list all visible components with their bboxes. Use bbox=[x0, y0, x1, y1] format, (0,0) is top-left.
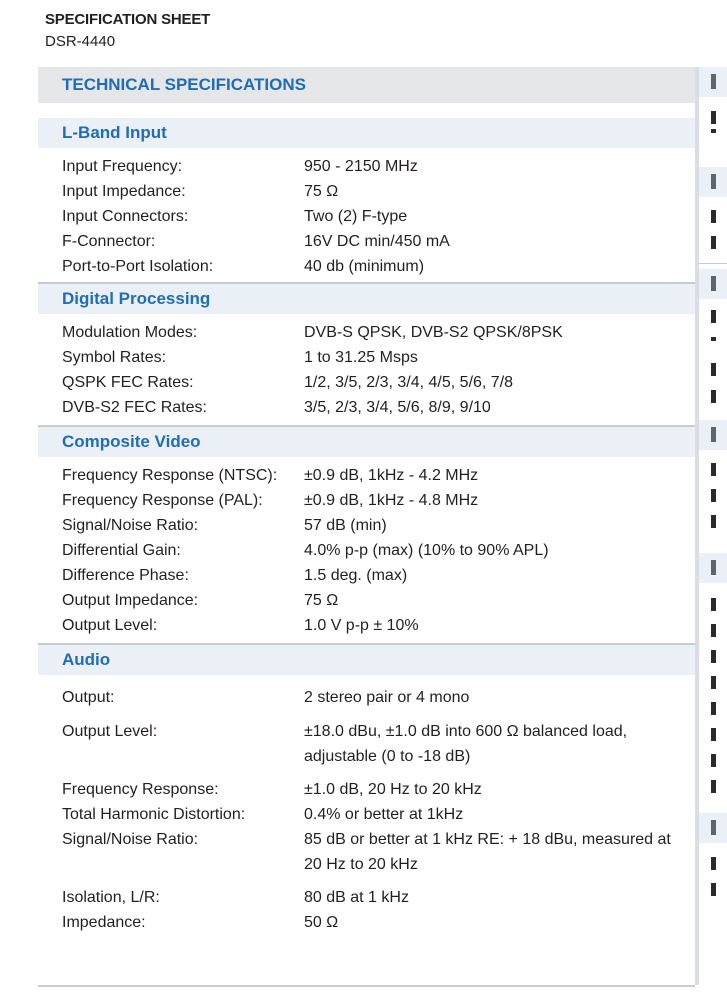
cropped-text-fragment bbox=[711, 74, 716, 89]
spec-value: ±18.0 dBu, ±1.0 dB into 600 Ω balanced load, adjustable (0 to -18 dB) bbox=[304, 723, 628, 765]
spec-row bbox=[38, 395, 695, 420]
spec-row bbox=[38, 513, 695, 538]
section-composite-video bbox=[38, 427, 695, 643]
spec-value: 16V DC min/450 mA bbox=[304, 233, 450, 250]
cropped-text-fragment bbox=[711, 883, 716, 896]
section-audio bbox=[38, 645, 695, 935]
spec-value: 0.4% or better at 1kHz bbox=[304, 806, 464, 823]
cropped-section-header bbox=[699, 553, 727, 583]
spec-label: Port-to-Port Isolation: bbox=[62, 258, 214, 275]
spec-label: Frequency Response (NTSC): bbox=[62, 467, 278, 484]
spec-row bbox=[38, 613, 695, 638]
spec-row bbox=[38, 345, 695, 370]
spec-value: 80 dB at 1 kHz bbox=[304, 889, 409, 906]
cropped-text-fragment bbox=[711, 754, 716, 767]
spec-row bbox=[38, 885, 695, 910]
spec-label: Signal/Noise Ratio: bbox=[62, 831, 199, 848]
spec-row bbox=[38, 463, 695, 488]
spec-value: 50 Ω bbox=[304, 914, 339, 931]
section-header-audio: Audio bbox=[38, 645, 695, 675]
cropped-text-fragment bbox=[711, 676, 716, 689]
technical-specifications-banner: TECHNICAL SPECIFICATIONS bbox=[38, 67, 695, 103]
spec-row bbox=[38, 229, 695, 254]
spec-label: Input Impedance: bbox=[62, 183, 186, 200]
spec-value: 950 - 2150 MHz bbox=[304, 158, 418, 175]
spec-value: 2 stereo pair or 4 mono bbox=[304, 689, 470, 706]
technical-specifications-panel bbox=[38, 67, 695, 987]
cropped-section-header bbox=[699, 67, 727, 97]
cropped-section-header bbox=[699, 269, 727, 299]
cropped-text-fragment bbox=[711, 174, 716, 189]
cropped-text-fragment bbox=[711, 728, 716, 741]
cropped-text-fragment bbox=[711, 515, 716, 528]
spec-row bbox=[38, 320, 695, 345]
spec-row bbox=[38, 488, 695, 513]
cropped-text-fragment bbox=[711, 702, 716, 715]
spec-label: Output Level: bbox=[62, 617, 158, 634]
section-digital-processing bbox=[38, 284, 695, 425]
model-number: DSR-4440 bbox=[45, 33, 116, 50]
spec-value: 1 to 31.25 Msps bbox=[304, 349, 418, 366]
cropped-text-fragment bbox=[711, 236, 716, 249]
spec-value: 75 Ω bbox=[304, 183, 339, 200]
spec-value: 4.0% p-p (max) (10% to 90% APL) bbox=[304, 542, 549, 559]
spec-value: Two (2) F-type bbox=[304, 208, 408, 225]
spec-row bbox=[38, 370, 695, 395]
cropped-text-fragment bbox=[711, 210, 716, 223]
spec-label: Frequency Response: bbox=[62, 781, 219, 798]
spec-row bbox=[38, 719, 695, 769]
spec-row bbox=[38, 179, 695, 204]
spec-label: Modulation Modes: bbox=[62, 324, 198, 341]
cropped-text-fragment bbox=[711, 363, 716, 376]
section-l-band-input bbox=[38, 118, 695, 282]
spec-value: ±0.9 dB, 1kHz - 4.2 MHz bbox=[304, 467, 479, 484]
spec-value: 85 dB or better at 1 kHz RE: + 18 dBu, measured at 20 Hz to 20 kHz bbox=[304, 831, 671, 873]
spec-label: F-Connector: bbox=[62, 233, 156, 250]
spec-row bbox=[38, 204, 695, 229]
cropped-text-fragment bbox=[711, 463, 716, 476]
section-header-l-band-input: L-Band Input bbox=[38, 118, 695, 148]
cropped-text-fragment bbox=[711, 820, 716, 835]
spec-value: 57 dB (min) bbox=[304, 517, 387, 534]
cropped-text-fragment bbox=[711, 276, 716, 291]
spec-label: Difference Phase: bbox=[62, 567, 189, 584]
cropped-text-fragment bbox=[711, 780, 716, 793]
cropped-text-fragment bbox=[711, 427, 716, 442]
spec-label: Input Connectors: bbox=[62, 208, 189, 225]
cropped-text-fragment bbox=[711, 129, 716, 133]
cropped-text-fragment bbox=[711, 310, 716, 323]
spec-row bbox=[38, 685, 695, 710]
spec-row bbox=[38, 910, 695, 935]
document-header bbox=[45, 10, 210, 52]
document-title: SPECIFICATION SHEET bbox=[45, 11, 211, 28]
spec-label: QSPK FEC Rates: bbox=[62, 374, 194, 391]
spec-label: Input Frequency: bbox=[62, 158, 183, 175]
cropped-text-fragment bbox=[711, 857, 716, 870]
spec-label: Output: bbox=[62, 689, 115, 706]
spec-label: Differential Gain: bbox=[62, 542, 181, 559]
spec-label: Total Harmonic Distortion: bbox=[62, 806, 246, 823]
cropped-text-fragment bbox=[711, 650, 716, 663]
cropped-text-fragment bbox=[711, 337, 716, 341]
spec-value: 40 db (minimum) bbox=[304, 258, 425, 275]
spec-value: 1/2, 3/5, 2/3, 3/4, 4/5, 5/6, 7/8 bbox=[304, 374, 514, 391]
spec-value: 1.5 deg. (max) bbox=[304, 567, 408, 584]
spec-value: DVB-S QPSK, DVB-S2 QPSK/8PSK bbox=[304, 324, 563, 341]
spec-row bbox=[38, 538, 695, 563]
cropped-text-fragment bbox=[711, 390, 716, 403]
spec-row bbox=[38, 827, 695, 877]
cropped-right-column bbox=[699, 67, 727, 985]
cropped-text-fragment bbox=[711, 489, 716, 502]
spec-label: Output Level: bbox=[62, 723, 158, 740]
spec-value: ±1.0 dB, 20 Hz to 20 kHz bbox=[304, 781, 482, 798]
spec-label: Frequency Response (PAL): bbox=[62, 492, 263, 509]
spec-label: Isolation, L/R: bbox=[62, 889, 160, 906]
cropped-text-fragment bbox=[711, 111, 716, 124]
spec-row bbox=[38, 588, 695, 613]
section-header-digital-processing: Digital Processing bbox=[38, 284, 695, 314]
spec-value: 3/5, 2/3, 3/4, 5/6, 8/9, 9/10 bbox=[304, 399, 491, 416]
cropped-section-header bbox=[699, 813, 727, 843]
cropped-section-header bbox=[699, 167, 727, 197]
spec-row bbox=[38, 154, 695, 179]
spec-label: Symbol Rates: bbox=[62, 349, 167, 366]
cropped-text-fragment bbox=[711, 560, 716, 575]
section-header-composite-video: Composite Video bbox=[38, 427, 695, 457]
spec-label: Impedance: bbox=[62, 914, 146, 931]
spec-row bbox=[38, 777, 695, 802]
cropped-text-fragment bbox=[711, 624, 716, 637]
spec-label: Signal/Noise Ratio: bbox=[62, 517, 199, 534]
spec-row bbox=[38, 563, 695, 588]
spec-label: Output Impedance: bbox=[62, 592, 199, 609]
spec-value: 75 Ω bbox=[304, 592, 339, 609]
spec-row bbox=[38, 254, 695, 279]
spec-row bbox=[38, 802, 695, 827]
spec-value: 1.0 V p-p ± 10% bbox=[304, 617, 419, 634]
cropped-text-fragment bbox=[711, 598, 716, 611]
spec-label: DVB-S2 FEC Rates: bbox=[62, 399, 207, 416]
cropped-section-header bbox=[699, 420, 727, 450]
spec-value: ±0.9 dB, 1kHz - 4.8 MHz bbox=[304, 492, 479, 509]
cropped-divider bbox=[699, 263, 727, 264]
